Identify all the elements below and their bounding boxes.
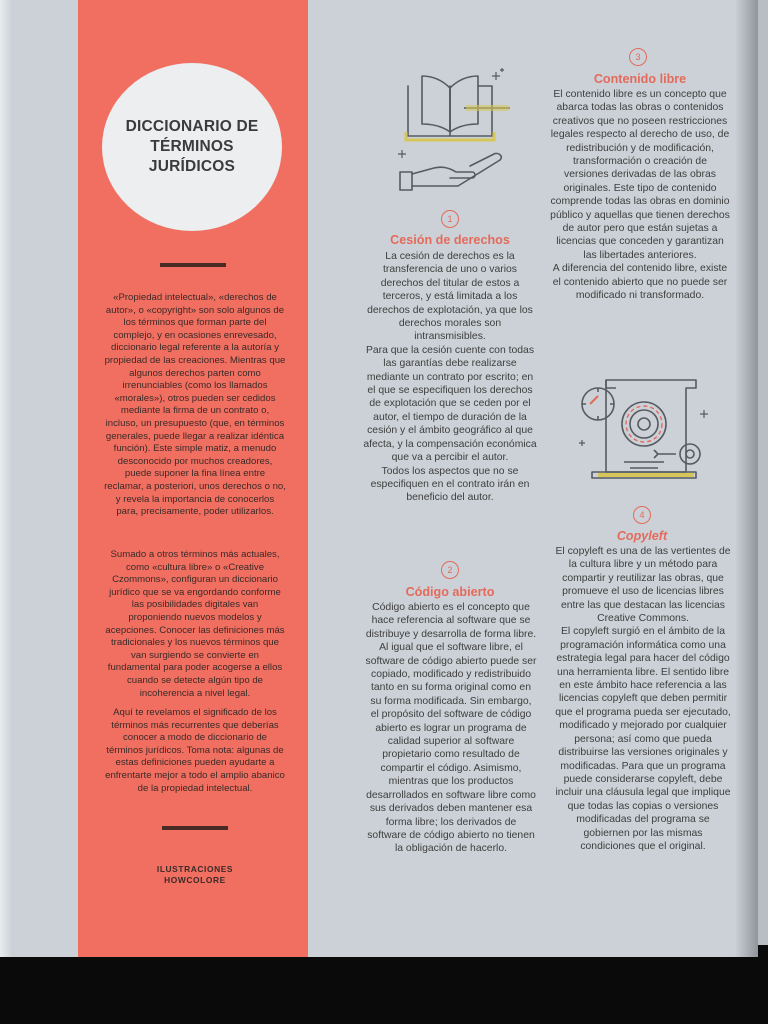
page-edge [0,0,12,957]
entry-body-contenido [550,88,730,303]
entry-number-badge [633,506,651,524]
entry-paragraph: Código abierto es el concepto que hace referencia al software que se distribuye y desarrolla de forma libre. Al igual que el software libre, el software de código abierto puede ser copiado, modificado y redistribuido tanto en su forma original como en su forma modificada. Sin embargo, el propósito del software de código abierto es lograr un programa de calidad superior al software propietario como resultado de compartir el código. Asimismo, mientras que los productos desarrollados en software libre como sus derivados deben mantener esa forma libre; los derivados de software de código abierto no tienen la obligación de hacerlo. [365,602,537,855]
sidebar-intro-3 [104,707,286,795]
entry-number: 2 [447,565,453,575]
entry-number-badge [441,210,459,228]
divider-bottom [162,826,228,830]
entry-title: Código abierto [405,585,495,599]
entry-paragraph: El contenido libre es un concepto que abarca todas las obras o contenidos creativos que no poseen restricciones legales respecto al derecho de uso, de redistribución y de modificación, transformación o creación de versiones derivadas de las obras originales. Este tipo de contenido comprende todas las obras en dominio público y aquellas que tienen derechos de autor pero que están sujetas a licencias que conceden y garantizan las libertades anteriores. [550,89,730,261]
target-document-icon [578,374,712,482]
credits-label: ILUSTRACIONES [156,864,234,874]
entry-body-copyleft [555,545,731,853]
entry-paragraph: A diferencia del contenido libre, existe el contenido abierto que no puede ser modificado ni transformado. [552,263,728,302]
entry-number: 4 [639,510,645,520]
entry-number: 1 [447,214,453,224]
entry-body-cesion [362,250,538,505]
credits-name: HOWCOLORE [164,875,226,885]
entry-title: Cesión de derechos [390,233,510,247]
entry-paragraph: El copyleft surgió en el ámbito de la programación informática como una estrategia legal para hacer del código una herramienta libre. El sentido libre en este ámbito hace referencia a las licencias copyleft que deben permitir que el programa pueda ser ejecutado, modificado y mejorado por cualquier persona; así como que pueda distribuirse las versiones originales y modificadas. Para que un programa puede considerarse copyleft, debe incluir una cláusula legal que implique que todas las copias o versiones modificadas del programa se gobiernen por las mismas condiciones que el original. [555,626,731,852]
spine-shadow [735,0,758,957]
entry-title: Contenido libre [593,72,687,86]
sidebar-paragraph: Sumado a otros términos más actuales, como «cultura libre» o «Creative Czommons», configuran un diccionario jurídico que se va engordando conforme las posibilidades digitales van proponiendo nuevos modelos y acepciones. Conocer las definiciones más tradicionales y los nuevos términos que van surgiendo se convierte en fundamental para poder acogerse a ellos cuando se detecte algún tipo de incoherencia a nivel legal. [105,549,285,699]
entry-paragraph: Para que la cesión cuente con todas las garantías debe realizarse mediante un contrato por escrito; en el que se especifiquen los derechos de explotación que se ceden por el autor, el tiempo de duración de la cesión y el ámbito geográfico al que afecta, y la compensación económica que va a percibir el autor. [363,344,537,464]
sidebar-paragraph: Aquí te revelamos el significado de los términos más recurrentes que deberías conocer a modo de diccionario de términos jurídicos. Toma nota: algunas de estas definiciones pueden ayudarte a enfrentarte mejor a todo el amplio abanico de la propiedad intelectual. [105,707,285,794]
divider-top [160,263,226,267]
entry-body-codigo [365,601,537,856]
entry-paragraph: Todos los aspectos que no se especifiquen en el contrato irán en beneficio del autor. [370,465,530,504]
next-page-edge [758,0,768,945]
title-circle [102,63,282,231]
sidebar-intro-2 [104,549,286,700]
entry-number-badge [629,48,647,66]
entry-paragraph: El copyleft es una de las vertientes de la cultura libre y un método para compartir y reutilizar las obras, que promueve el uso de licencias libres entre las que destacan las licencias Creative Commons. [555,546,731,625]
entry-title: Copyleft [616,529,668,543]
entry-number: 3 [635,52,641,62]
entry-paragraph: La cesión de derechos es la transferencia de uno o varios derechos del titular de estos a terceros, y está limitada a los derechos de explotación, ya que los derechos morales son intransmisibles. [367,251,533,343]
sidebar-paragraph: «Propiedad intelectual», «derechos de autor», o «copyright» son solo algunos de los términos que forman parte del complejo, y en ocasiones enrevesado, diccionario legal referente a la autoría y propiedad de las creaciones. Mientras que algunos derechos parten como irrenunciables (como los llamados «morales»), otros pueden ser cedidos mediante la firma de un contrato o, incluso, un presupuesto (que, en términos generales, puede llegar a realizar idéntica función). Este simple matiz, a menudo desconocido por muchos creadores, puede suponer la fina línea entre reclamar, a posteriori, unos derechos o no, y revela la importancia de conocerlos para, precisamente, poder utilizarlos. [104,292,286,518]
open-book-hand-icon [392,68,512,192]
illustration-credits [104,864,286,886]
page-title: DICCIONARIO DE TÉRMINOS JURÍDICOS [125,118,259,175]
sidebar-intro-1 [104,292,286,519]
entry-number-badge [441,561,459,579]
